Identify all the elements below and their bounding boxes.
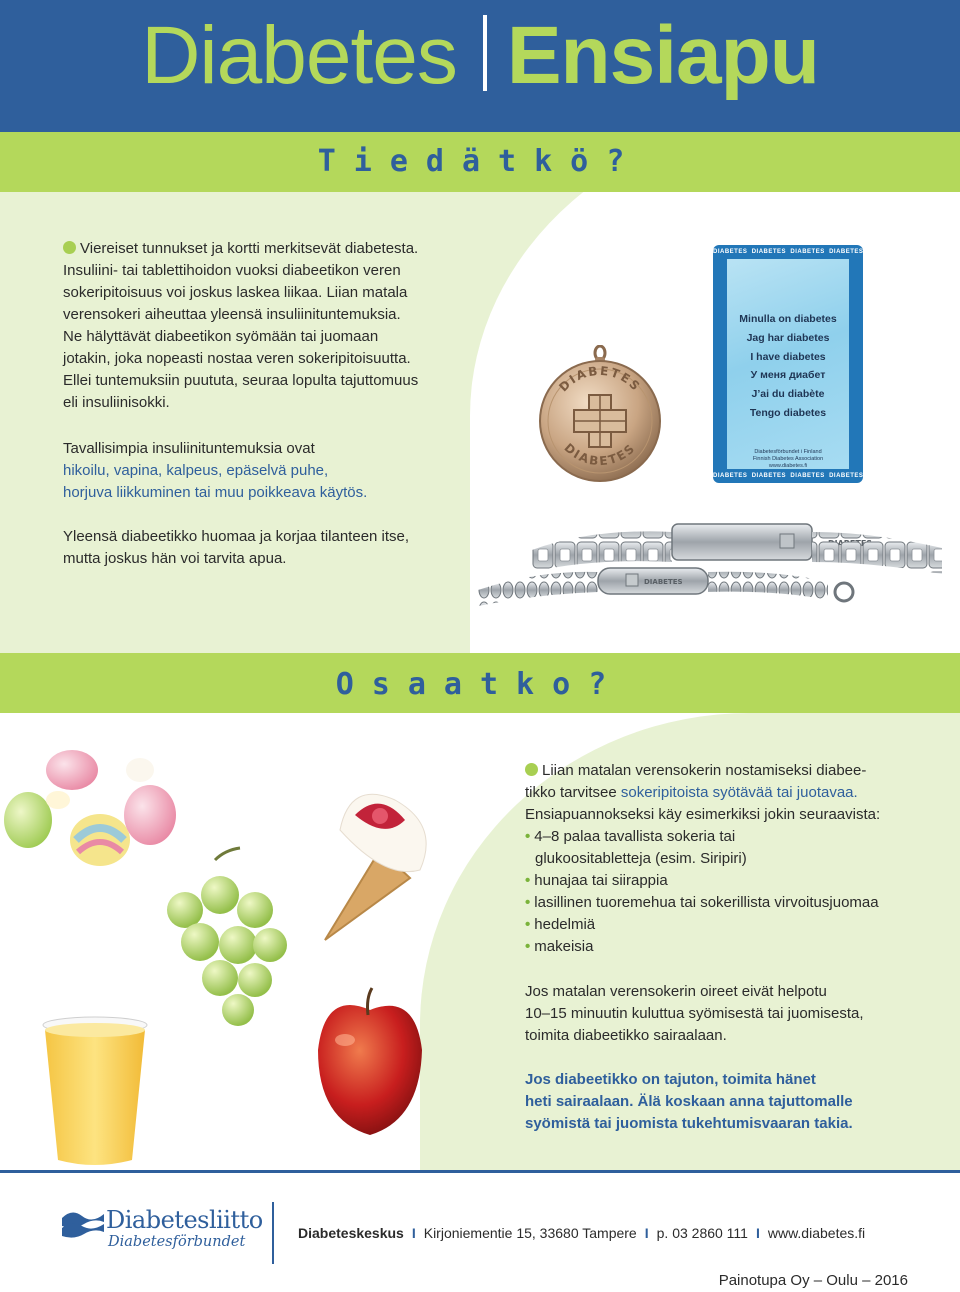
diabetes-medallion-image xyxy=(530,345,670,485)
section2-warning xyxy=(525,1069,935,1135)
medal-text-top: DIABETES xyxy=(556,363,644,395)
logo-subtitle: Diabetesförbundet xyxy=(108,1234,246,1250)
list-item-continuation: glukoositabletteja (esim. Siripiri) xyxy=(535,850,747,867)
card-small-line: www.diabetes.fi xyxy=(768,463,808,469)
card-line-ru: У меня диабет xyxy=(750,369,826,381)
text-line: Viereiset tunnukset ja kortti merkitsevät diabetesta. xyxy=(80,240,419,257)
org-name: Diabeteskeskus xyxy=(298,1225,404,1241)
card-line-es: Tengo diabetes xyxy=(749,407,827,419)
title-diabetes: Diabetes xyxy=(141,10,457,101)
printer-credit: Painotupa Oy – Oulu – 2016 xyxy=(718,1272,908,1289)
green-dot-icon xyxy=(63,241,76,254)
grapes-icon xyxy=(167,848,287,1026)
list-item: makeisia xyxy=(534,938,594,955)
text-line: Ensiapuannokseksi käy esimerkiksi jokin seuraavista: xyxy=(525,806,881,823)
bracelet-image-2 xyxy=(478,560,860,610)
list-item: hedelmiä xyxy=(534,916,596,933)
text-line: Ne hälyttävät diabeetikon syömään tai juomaan xyxy=(63,328,379,345)
ice-cream-icon xyxy=(325,794,426,940)
medal-text-bottom: DIABETES xyxy=(561,440,639,469)
section1-paragraph2 xyxy=(63,438,483,504)
card-edge-bottom: DIABETES DIABETES DIABETES DIABETES xyxy=(713,473,864,479)
footer-vertical-divider xyxy=(272,1202,274,1264)
bullet-icon: • xyxy=(525,828,531,845)
section-heading-tiedatko: Tiedätkö? xyxy=(317,144,643,179)
text-line: Ellei tuntemuksiin puututa, seuraa lopulta tajuttomuus xyxy=(63,372,419,389)
candy-icon xyxy=(4,750,176,866)
text-line: toimita diabeetikko sairaalaan. xyxy=(525,1027,727,1044)
bullet-icon: • xyxy=(525,872,531,889)
phone: p. 03 2860 111 xyxy=(656,1225,748,1241)
title-ensiapu: Ensiapu xyxy=(506,10,819,101)
section2-intro xyxy=(525,760,935,958)
card-line-fi: Minulla on diabetes xyxy=(739,313,837,325)
text-line: jotakin, joka nopeasti nostaa veren sokeripitoisuutta. xyxy=(63,350,411,367)
wave-logo-icon xyxy=(62,1208,104,1238)
text-line: Jos diabeetikko on tajuton, toimita hänet xyxy=(525,1071,816,1088)
bracelet-plate-text: DIABETES xyxy=(644,578,683,586)
juice-glass-icon xyxy=(43,1017,147,1165)
bullet-icon: • xyxy=(525,938,531,955)
list-item: 4–8 palaa tavallista sokeria tai xyxy=(534,828,736,845)
card-line-fr: J’ai du diabète xyxy=(751,388,825,400)
header-bar xyxy=(0,0,960,132)
text-line: eli insuliinisokki. xyxy=(63,394,170,411)
card-small-line: Diabetesförbundet i Finland xyxy=(754,449,822,455)
text-line: tikko tarvitsee xyxy=(525,784,621,801)
symptom-line: hikoilu, vapina, kalpeus, epäselvä puhe, xyxy=(63,462,329,479)
poster-title xyxy=(0,8,960,104)
food-illustrations xyxy=(0,730,500,1170)
text-line: heti sairaalaan. Älä koskaan anna tajuttomalle xyxy=(525,1093,853,1110)
text-line: Yleensä diabeetikko huomaa ja korjaa tilanteen itse, xyxy=(63,528,410,545)
bullet-icon: • xyxy=(525,894,531,911)
text-line: Jos matalan verensokerin oireet eivät helpotu xyxy=(525,983,827,1000)
section-band-tiedatko xyxy=(0,132,960,192)
footer-divider xyxy=(0,1170,960,1173)
text-line: Tavallisimpia insuliinituntemuksia ovat xyxy=(63,440,315,457)
text-line: sokeripitoisuus voi joskus laskea liikaa. Liian matala xyxy=(63,284,408,301)
card-line-sv: Jag har diabetes xyxy=(746,332,830,344)
website-link[interactable]: www.diabetes.fi xyxy=(767,1225,866,1241)
highlight-text: sokeripitoista syötävää tai juotavaa. xyxy=(620,784,858,801)
logo-name: Diabetesliitto xyxy=(106,1206,263,1234)
address: Kirjoniementie 15, 33680 Tampere xyxy=(423,1225,637,1241)
text-line: verensokeri aiheuttaa yleensä insuliinituntemuksia. xyxy=(63,306,401,323)
section2-paragraph2 xyxy=(525,981,935,1047)
text-line: syömistä tai juomista tukehtumisvaaran takia. xyxy=(525,1115,853,1132)
card-face xyxy=(727,259,849,469)
section1-paragraph3 xyxy=(63,526,483,570)
diabetesliitto-logo xyxy=(62,1206,262,1266)
list-item: lasillinen tuoremehua tai sokerillista virvoitusjuomaa xyxy=(534,894,879,911)
section-band-osaatko xyxy=(0,653,960,713)
diabetes-id-card xyxy=(713,245,863,483)
text-line: Liian matalan verensokerin nostamiseksi diabee- xyxy=(542,762,867,779)
text-line: mutta joskus hän voi tarvita apua. xyxy=(63,550,287,567)
card-line-en: I have diabetes xyxy=(750,351,826,363)
card-edge-top: DIABETES DIABETES DIABETES DIABETES xyxy=(713,249,864,255)
bullet-icon: • xyxy=(525,916,531,933)
apple-icon xyxy=(318,988,422,1135)
symptom-line: horjuva liikkuminen tai muu poikkeava käytös. xyxy=(63,484,368,501)
text-line: Insuliini- tai tablettihoidon vuoksi diabeetikon veren xyxy=(63,262,401,279)
list-item: hunajaa tai siirappia xyxy=(534,872,668,889)
green-dot-icon xyxy=(525,763,538,776)
title-divider xyxy=(483,15,487,91)
card-small-line: Finnish Diabetes Association xyxy=(752,456,824,462)
contact-info: Diabeteskeskus I Kirjoniementie 15, 33680 Tampere I p. 03 2860 111 I www.diabetes.fi xyxy=(298,1225,866,1241)
text-line: 10–15 minuutin kuluttua syömisestä tai juomisesta, xyxy=(525,1005,864,1022)
section1-paragraph1 xyxy=(63,238,483,414)
section-heading-osaatko: Osaatko? xyxy=(335,667,625,702)
